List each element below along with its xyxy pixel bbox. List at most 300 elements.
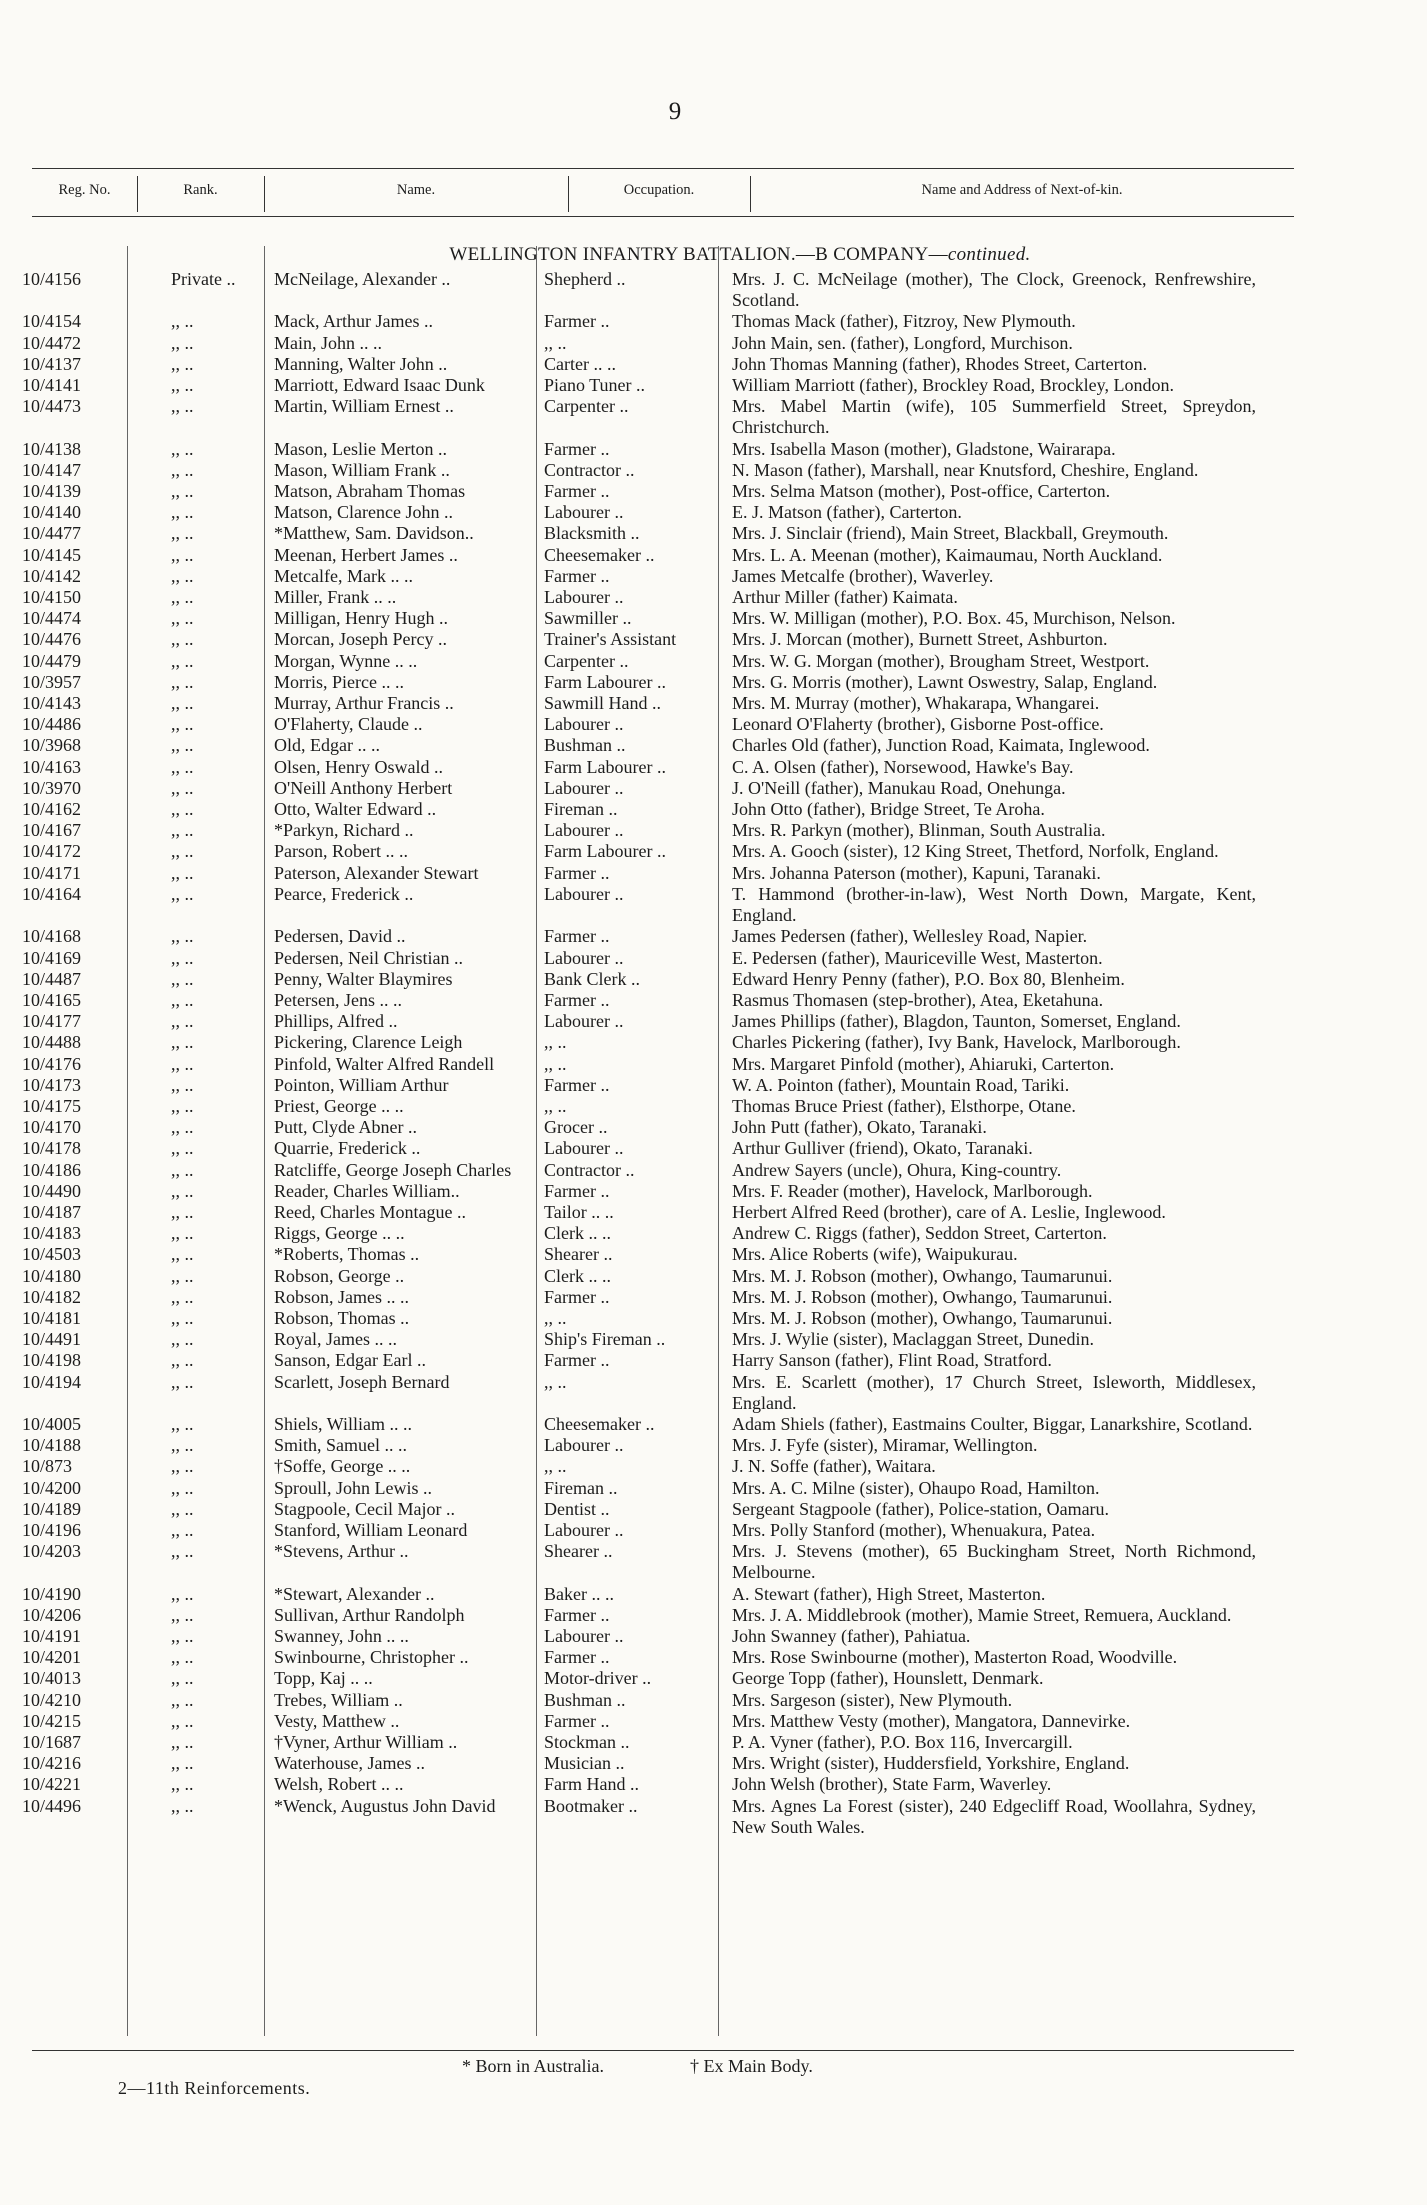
cell-occupation: Stockman .. [544, 1732, 630, 1753]
cell-next-of-kin: Mrs. Rose Swinbourne (mother), Masterton Road, Woodville. [732, 1647, 1178, 1668]
table-row [0, 820, 1427, 841]
cell-occupation: Sawmiller .. [544, 608, 632, 629]
cell-reg-number: 10/4142 [22, 565, 82, 586]
table-row [0, 1520, 1427, 1541]
table-row [0, 884, 1427, 926]
table-row [0, 396, 1427, 438]
cell-reg-number: 10/4178 [22, 1138, 82, 1159]
cell-name: Petersen, Jens .. .. [274, 989, 402, 1010]
cell-occupation: Farmer .. [544, 1350, 610, 1371]
cell-occupation: Ship's Fireman .. [544, 1329, 666, 1350]
cell-name: Matson, Clarence John .. [274, 502, 453, 523]
header-reg-no: Reg. No. [58, 182, 111, 198]
cell-rank: ,, .. [171, 1519, 194, 1540]
cell-name: Putt, Clyde Abner .. [274, 1117, 417, 1138]
cell-rank: ,, .. [171, 777, 194, 798]
cell-name: Penny, Walter Blaymires [274, 968, 453, 989]
cell-next-of-kin: James Metcalfe (brother), Waverley. [732, 565, 994, 586]
cell-name: Morcan, Joseph Percy .. [274, 629, 447, 650]
cell-reg-number: 10/4180 [22, 1265, 82, 1286]
cell-occupation: ,, .. [544, 1307, 567, 1328]
cell-next-of-kin: W. A. Pointon (father), Mountain Road, Tariki. [732, 1074, 1070, 1095]
cell-name: Ratcliffe, George Joseph Charles [274, 1159, 512, 1180]
cell-reg-number: 10/4172 [22, 841, 82, 862]
cell-occupation: Farmer .. [544, 311, 610, 332]
cell-rank: ,, .. [171, 1626, 194, 1646]
cell-name: Waterhouse, James .. [274, 1753, 426, 1774]
cell-rank: ,, .. [171, 311, 194, 332]
cell-name: Mason, Leslie Merton .. [274, 438, 447, 459]
cell-next-of-kin: Mrs. M. J. Robson (mother), Owhango, Taumarunui. [732, 1265, 1113, 1286]
cell-next-of-kin: Herbert Alfred Reed (brother), care of A. Leslie, Inglewood. [732, 1201, 1166, 1222]
cell-next-of-kin: E. J. Matson (father), Carterton. [732, 502, 962, 523]
cell-reg-number: 10/4479 [22, 650, 82, 671]
cell-occupation: Labourer .. [544, 1519, 624, 1540]
cell-reg-number: 10/4175 [22, 1095, 82, 1116]
cell-next-of-kin: John Thomas Manning (father), Rhodes Street, Carterton. [732, 353, 1148, 374]
cell-occupation: Labourer .. [544, 820, 624, 841]
cell-next-of-kin: Mrs. Mabel Martin (wife), 105 Summerfield Street, Spreydon, Christchurch. [732, 396, 1256, 438]
table-row [0, 523, 1427, 544]
table-row [0, 545, 1427, 566]
cell-occupation: Labourer .. [544, 587, 624, 608]
cell-reg-number: 10/3970 [22, 777, 82, 798]
cell-rank: ,, .. [171, 459, 194, 480]
cell-name: Swinbourne, Christopher .. [274, 1647, 469, 1668]
cell-next-of-kin: Mrs. Margaret Pinfold (mother), Ahiaruki, Carterton. [732, 1053, 1115, 1074]
cell-next-of-kin: Charles Pickering (father), Ivy Bank, Havelock, Marlborough. [732, 1032, 1181, 1053]
cell-occupation: Trainer's Assistant [544, 629, 677, 650]
cell-name: †Soffe, George .. .. [274, 1456, 411, 1477]
cell-next-of-kin: Mrs. Polly Stanford (mother), Whenuakura, Patea. [732, 1519, 1096, 1540]
cell-reg-number: 10/4503 [22, 1244, 82, 1265]
cell-occupation: Contractor .. [544, 1159, 635, 1180]
cell-name: Vesty, Matthew .. [274, 1710, 400, 1731]
cell-name: Manning, Walter John .. [274, 353, 448, 374]
cell-rank: ,, .. [171, 1307, 194, 1328]
cell-name: Reader, Charles William.. [274, 1180, 460, 1201]
cell-reg-number: 10/4490 [22, 1180, 82, 1201]
cell-name: Robson, Thomas .. [274, 1307, 410, 1328]
cell-next-of-kin: Adam Shiels (father), Eastmains Coulter, Biggar, Lanarkshire, Scotland. [732, 1413, 1253, 1434]
cell-reg-number: 10/4167 [22, 820, 82, 841]
cell-next-of-kin: Mrs. A. Gooch (sister), 12 King Street, Thetford, Norfolk, England. [732, 841, 1219, 862]
cell-occupation: Labourer .. [544, 502, 624, 523]
table-row [0, 714, 1427, 735]
cell-occupation: Labourer .. [544, 883, 624, 904]
table-row [0, 1287, 1427, 1308]
cell-name: *Roberts, Thomas .. [274, 1244, 420, 1265]
header-kin: Name and Address of Next-of-kin. [921, 182, 1123, 198]
table-row [0, 1075, 1427, 1096]
cell-occupation: Labourer .. [544, 1435, 624, 1456]
cell-reg-number: 10/4181 [22, 1307, 82, 1328]
cell-reg-number: 10/4182 [22, 1286, 82, 1307]
table-row [0, 969, 1427, 990]
cell-reg-number: 10/4472 [22, 332, 82, 353]
cell-reg-number: 10/3968 [22, 735, 82, 756]
cell-next-of-kin: Mrs. Johanna Paterson (mother), Kapuni, Taranaki. [732, 862, 1101, 883]
cell-reg-number: 10/4476 [22, 629, 82, 650]
cell-name: Sanson, Edgar Earl .. [274, 1350, 426, 1371]
cell-next-of-kin: Mrs. J. Wylie (sister), Maclaggan Street, Dunedin. [732, 1329, 1095, 1350]
cell-name: *Stevens, Arthur .. [274, 1541, 409, 1562]
cell-next-of-kin: Arthur Miller (father) Kaimata. [732, 587, 958, 608]
table-row [0, 693, 1427, 714]
table-row [0, 1435, 1427, 1456]
cell-occupation: ,, .. [544, 1032, 567, 1053]
cell-rank: ,, .. [171, 1095, 194, 1116]
cell-next-of-kin: Mrs. J. Stevens (mother), 65 Buckingham Street, North Richmond, Melbourne. [732, 1541, 1256, 1583]
cell-name: Pinfold, Walter Alfred Randell [274, 1053, 495, 1074]
cell-occupation: Farmer .. [544, 989, 610, 1010]
cell-occupation: Shepherd .. [544, 269, 626, 289]
cell-rank: ,, .. [171, 1159, 194, 1180]
cell-next-of-kin: Rasmus Thomasen (step-brother), Atea, Eketahuna. [732, 989, 1104, 1010]
table-row [0, 481, 1427, 502]
page-signature: 2—11th Reinforcements. [118, 2078, 311, 2098]
table-row [0, 1499, 1427, 1520]
cell-rank: ,, .. [171, 1074, 194, 1095]
cell-reg-number: 10/4488 [22, 1032, 82, 1053]
cell-name: Welsh, Robert .. .. [274, 1774, 404, 1795]
cell-reg-number: 10/4186 [22, 1159, 82, 1180]
table-row [0, 799, 1427, 820]
cell-next-of-kin: Andrew Sayers (uncle), Ohura, King-country. [732, 1159, 1062, 1180]
cell-name: Olsen, Henry Oswald .. [274, 756, 443, 777]
header-rank: Rank. [183, 182, 218, 198]
cell-name: Pedersen, David .. [274, 926, 406, 947]
cell-next-of-kin: Mrs. J. Sinclair (friend), Main Street, Blackball, Greymouth. [732, 523, 1169, 544]
table-row [0, 1732, 1427, 1753]
table-row [0, 1096, 1427, 1117]
cell-rank: ,, .. [171, 714, 194, 735]
cell-name: Robson, George .. [274, 1265, 405, 1286]
table-row [0, 841, 1427, 862]
cell-next-of-kin: John Welsh (brother), State Farm, Waverley. [732, 1774, 1052, 1795]
cell-rank: ,, .. [171, 375, 194, 396]
table-row [0, 502, 1427, 523]
cell-name: Pointon, William Arthur [274, 1074, 449, 1095]
cell-reg-number: 10/4169 [22, 947, 82, 968]
cell-name: †Vyner, Arthur William .. [274, 1732, 458, 1753]
cell-reg-number: 10/4147 [22, 459, 82, 480]
cell-occupation: Farmer .. [544, 926, 610, 947]
cell-name: Matson, Abraham Thomas [274, 481, 466, 502]
table-row [0, 1202, 1427, 1223]
table-row [0, 1160, 1427, 1181]
table-row [0, 460, 1427, 481]
cell-next-of-kin: George Topp (father), Hounslett, Denmark. [732, 1668, 1044, 1689]
cell-occupation: Clerk .. .. [544, 1265, 611, 1286]
cell-reg-number: 10/4141 [22, 375, 82, 396]
cell-rank: Private .. [171, 269, 236, 289]
cell-next-of-kin: John Otto (father), Bridge Street, Te Aroha. [732, 799, 1045, 820]
cell-occupation: Fireman .. [544, 1477, 618, 1498]
cell-occupation: Fireman .. [544, 799, 618, 820]
cell-occupation: Tailor .. .. [544, 1201, 614, 1222]
cell-rank: ,, .. [171, 1753, 194, 1774]
table-row [0, 1414, 1427, 1435]
table-row [0, 1774, 1427, 1795]
cell-rank: ,, .. [171, 989, 194, 1010]
cell-occupation: Piano Tuner .. [544, 375, 646, 396]
cell-next-of-kin: John Swanney (father), Pahiatua. [732, 1626, 971, 1646]
cell-next-of-kin: J. O'Neill (father), Manukau Road, Onehunga. [732, 777, 1066, 798]
cell-next-of-kin: Mrs. J. C. McNeilage (mother), The Clock, Greenock, Renfrewshire, Scotland. [732, 269, 1256, 311]
cell-next-of-kin: Mrs. M. J. Robson (mother), Owhango, Taumarunui. [732, 1307, 1113, 1328]
cell-next-of-kin: James Pedersen (father), Wellesley Road, Napier. [732, 926, 1088, 947]
cell-reg-number: 10/4171 [22, 862, 82, 883]
table-row [0, 672, 1427, 693]
cell-rank: ,, .. [171, 1223, 194, 1244]
cell-occupation: ,, .. [544, 1095, 567, 1116]
table-row [0, 1223, 1427, 1244]
cell-next-of-kin: Mrs. R. Parkyn (mother), Blinman, South Australia. [732, 820, 1106, 841]
cell-rank: ,, .. [171, 353, 194, 374]
cell-name: Priest, George .. .. [274, 1095, 404, 1116]
cell-reg-number: 10/4194 [22, 1371, 82, 1392]
cell-reg-number: 10/4154 [22, 311, 82, 332]
cell-name: Pickering, Clarence Leigh [274, 1032, 463, 1053]
cell-rank: ,, .. [171, 799, 194, 820]
table-row [0, 1647, 1427, 1668]
cell-occupation: Labourer .. [544, 714, 624, 735]
cell-rank: ,, .. [171, 1541, 194, 1562]
cell-next-of-kin: Thomas Bruce Priest (father), Elsthorpe, Otane. [732, 1095, 1076, 1116]
cell-next-of-kin: T. Hammond (brother-in-law), West North Down, Margate, Kent, England. [732, 883, 1256, 926]
cell-rank: ,, .. [171, 481, 194, 502]
cell-reg-number: 10/4486 [22, 714, 82, 735]
cell-reg-number: 10/4176 [22, 1053, 82, 1074]
cell-occupation: Cheesemaker .. [544, 544, 655, 565]
cell-reg-number: 10/4145 [22, 544, 82, 565]
cell-next-of-kin: Leonard O'Flaherty (brother), Gisborne Post-office. [732, 714, 1104, 735]
table-row [0, 1478, 1427, 1499]
cell-next-of-kin: Andrew C. Riggs (father), Seddon Street, Carterton. [732, 1223, 1107, 1244]
cell-name: Otto, Walter Edward .. [274, 799, 437, 820]
cell-name: Murray, Arthur Francis .. [274, 693, 454, 714]
table-row [0, 1308, 1427, 1329]
cell-reg-number: 10/4190 [22, 1583, 82, 1604]
cell-rank: ,, .. [171, 1032, 194, 1053]
cell-next-of-kin: Mrs. W. Milligan (mother), P.O. Box. 45, Murchison, Nelson. [732, 608, 1176, 629]
cell-name: Morgan, Wynne .. .. [274, 650, 418, 671]
table-row [0, 1626, 1427, 1647]
cell-occupation: Clerk .. .. [544, 1223, 611, 1244]
table-row [0, 1329, 1427, 1350]
cell-rank: ,, .. [171, 1053, 194, 1074]
cell-reg-number: 10/4191 [22, 1626, 82, 1646]
table-row [0, 1181, 1427, 1202]
cell-reg-number: 10/4170 [22, 1117, 82, 1138]
cell-name: *Stewart, Alexander .. [274, 1583, 435, 1604]
cell-name: Shiels, William .. .. [274, 1413, 412, 1434]
cell-occupation: ,, .. [544, 1053, 567, 1074]
cell-rank: ,, .. [171, 332, 194, 353]
cell-occupation: Farm Labourer .. [544, 671, 666, 692]
cell-reg-number: 10/4196 [22, 1519, 82, 1540]
cell-name: Sullivan, Arthur Randolph [274, 1604, 465, 1625]
cell-next-of-kin: A. Stewart (father), High Street, Masterton. [732, 1583, 1046, 1604]
cell-next-of-kin: P. A. Vyner (father), P.O. Box 116, Invercargill. [732, 1732, 1073, 1753]
cell-occupation: Farmer .. [544, 1710, 610, 1731]
cell-reg-number: 10/4140 [22, 502, 82, 523]
cell-next-of-kin: J. N. Soffe (father), Waitara. [732, 1456, 936, 1477]
footnote-born-australia: * Born in Australia. [462, 2056, 604, 2076]
table-row [0, 735, 1427, 756]
cell-occupation: Labourer .. [544, 1011, 624, 1032]
cell-rank: ,, .. [171, 1011, 194, 1032]
cell-occupation: Dentist .. [544, 1498, 610, 1519]
cell-name: McNeilage, Alexander .. [274, 269, 451, 289]
cell-occupation: Farmer .. [544, 481, 610, 502]
cell-reg-number: 10/4201 [22, 1647, 82, 1668]
cell-rank: ,, .. [171, 608, 194, 629]
cell-rank: ,, .. [171, 1774, 194, 1795]
cell-name: Topp, Kaj .. .. [274, 1668, 373, 1689]
cell-occupation: Farmer .. [544, 862, 610, 883]
cell-next-of-kin: Mrs. J. A. Middlebrook (mother), Mamie Street, Remuera, Auckland. [732, 1604, 1232, 1625]
cell-reg-number: 10/4162 [22, 799, 82, 820]
cell-occupation: Shearer .. [544, 1541, 613, 1562]
table-row [0, 1138, 1427, 1159]
table-row [0, 926, 1427, 947]
cell-next-of-kin: N. Mason (father), Marshall, near Knutsford, Cheshire, England. [732, 459, 1199, 480]
cell-next-of-kin: John Putt (father), Okato, Taranaki. [732, 1117, 987, 1138]
table-row [0, 333, 1427, 354]
cell-rank: ,, .. [171, 883, 194, 904]
cell-occupation: Bootmaker .. [544, 1795, 638, 1816]
cell-occupation: Farmer .. [544, 565, 610, 586]
cell-name: Reed, Charles Montague .. [274, 1201, 466, 1222]
table-row [0, 1032, 1427, 1053]
cell-rank: ,, .. [171, 396, 194, 417]
cell-name: Meenan, Herbert James .. [274, 544, 458, 565]
cell-name: Trebes, William .. [274, 1689, 403, 1710]
cell-reg-number: 10/4200 [22, 1477, 82, 1498]
page-number: 9 [668, 98, 682, 125]
cell-rank: ,, .. [171, 1583, 194, 1604]
cell-next-of-kin: C. A. Olsen (father), Norsewood, Hawke's Bay. [732, 756, 1074, 777]
cell-rank: ,, .. [171, 1329, 194, 1350]
cell-name: Metcalfe, Mark .. .. [274, 565, 413, 586]
cell-occupation: Cheesemaker .. [544, 1413, 655, 1434]
cell-next-of-kin: Charles Old (father), Junction Road, Kaimata, Inglewood. [732, 735, 1150, 756]
table-row [0, 566, 1427, 587]
cell-rank: ,, .. [171, 587, 194, 608]
cell-reg-number: 10/4477 [22, 523, 82, 544]
cell-next-of-kin: John Main, sen. (father), Longford, Murchison. [732, 332, 1073, 353]
cell-name: Stanford, William Leonard [274, 1519, 468, 1540]
cell-occupation: Blacksmith .. [544, 523, 640, 544]
cell-occupation: Musician .. [544, 1753, 625, 1774]
cell-rank: ,, .. [171, 1117, 194, 1138]
cell-occupation: Farmer .. [544, 1647, 610, 1668]
cell-name: Scarlett, Joseph Bernard [274, 1371, 450, 1392]
cell-rank: ,, .. [171, 1689, 194, 1710]
table-row [0, 1350, 1427, 1371]
cell-next-of-kin: Mrs. E. Scarlett (mother), 17 Church Street, Isleworth, Middlesex, England. [732, 1371, 1256, 1413]
table-row [0, 651, 1427, 672]
table-row [0, 375, 1427, 396]
cell-occupation: Farm Hand .. [544, 1774, 639, 1795]
table-row [0, 948, 1427, 969]
cell-next-of-kin: Mrs. J. Fyfe (sister), Miramar, Wellington. [732, 1435, 1038, 1456]
cell-occupation: Bank Clerk .. [544, 968, 640, 989]
cell-rank: ,, .. [171, 1647, 194, 1668]
cell-reg-number: 10/1687 [22, 1732, 82, 1753]
cell-rank: ,, .. [171, 820, 194, 841]
cell-reg-number: 10/4496 [22, 1795, 82, 1816]
cell-rank: ,, .. [171, 1604, 194, 1625]
cell-occupation: ,, .. [544, 1371, 567, 1392]
section-title-suffix: continued. [947, 244, 1031, 265]
cell-reg-number: 10/4005 [22, 1413, 82, 1434]
cell-name: Miller, Frank .. .. [274, 587, 397, 608]
cell-rank: ,, .. [171, 1244, 194, 1265]
table-row [0, 608, 1427, 629]
cell-rank: ,, .. [171, 693, 194, 714]
roster-table [0, 269, 1427, 1838]
cell-rank: ,, .. [171, 841, 194, 862]
cell-occupation: Labourer .. [544, 1138, 624, 1159]
cell-name: Sproull, John Lewis .. [274, 1477, 433, 1498]
cell-next-of-kin: Mrs. Alice Roberts (wife), Waipukurau. [732, 1244, 1018, 1265]
table-row [0, 1796, 1427, 1838]
cell-occupation: Carter .. .. [544, 353, 616, 374]
cell-rank: ,, .. [171, 1138, 194, 1159]
cell-name: Mack, Arthur James .. [274, 311, 433, 332]
cell-occupation: Labourer .. [544, 777, 624, 798]
cell-occupation: ,, .. [544, 332, 567, 353]
cell-reg-number: 10/3957 [22, 671, 82, 692]
cell-name: Paterson, Alexander Stewart [274, 862, 479, 883]
cell-name: Quarrie, Frederick .. [274, 1138, 421, 1159]
cell-reg-number: 10/4139 [22, 481, 82, 502]
cell-rank: ,, .. [171, 523, 194, 544]
header-occupation: Occupation. [623, 182, 695, 198]
cell-reg-number: 10/4198 [22, 1350, 82, 1371]
cell-rank: ,, .. [171, 1435, 194, 1456]
cell-next-of-kin: Sergeant Stagpoole (father), Police-station, Oamaru. [732, 1498, 1110, 1519]
table-row [0, 1690, 1427, 1711]
table-row [0, 757, 1427, 778]
cell-next-of-kin: Thomas Mack (father), Fitzroy, New Plymouth. [732, 311, 1076, 332]
cell-next-of-kin: Mrs. Sargeson (sister), New Plymouth. [732, 1689, 1013, 1710]
cell-reg-number: 10/4474 [22, 608, 82, 629]
cell-reg-number: 10/4203 [22, 1541, 82, 1562]
table-row [0, 1668, 1427, 1689]
cell-reg-number: 10/4013 [22, 1668, 82, 1689]
cell-name: Royal, James .. .. [274, 1329, 397, 1350]
cell-reg-number: 10/4183 [22, 1223, 82, 1244]
cell-rank: ,, .. [171, 629, 194, 650]
cell-rank: ,, .. [171, 735, 194, 756]
cell-occupation: Farm Labourer .. [544, 756, 666, 777]
cell-reg-number: 10/4210 [22, 1689, 82, 1710]
cell-name: Parson, Robert .. .. [274, 841, 408, 862]
cell-reg-number: 10/4164 [22, 883, 82, 904]
cell-rank: ,, .. [171, 1795, 194, 1816]
cell-reg-number: 10/4165 [22, 989, 82, 1010]
section-title-text: WELLINGTON INFANTRY BATTALION.—B COMPANY— [449, 244, 948, 265]
cell-name: Old, Edgar .. .. [274, 735, 380, 756]
cell-rank: ,, .. [171, 968, 194, 989]
cell-reg-number: 10/4189 [22, 1498, 82, 1519]
table-row [0, 629, 1427, 650]
cell-next-of-kin: Mrs. W. G. Morgan (mother), Brougham Street, Westport. [732, 650, 1150, 671]
